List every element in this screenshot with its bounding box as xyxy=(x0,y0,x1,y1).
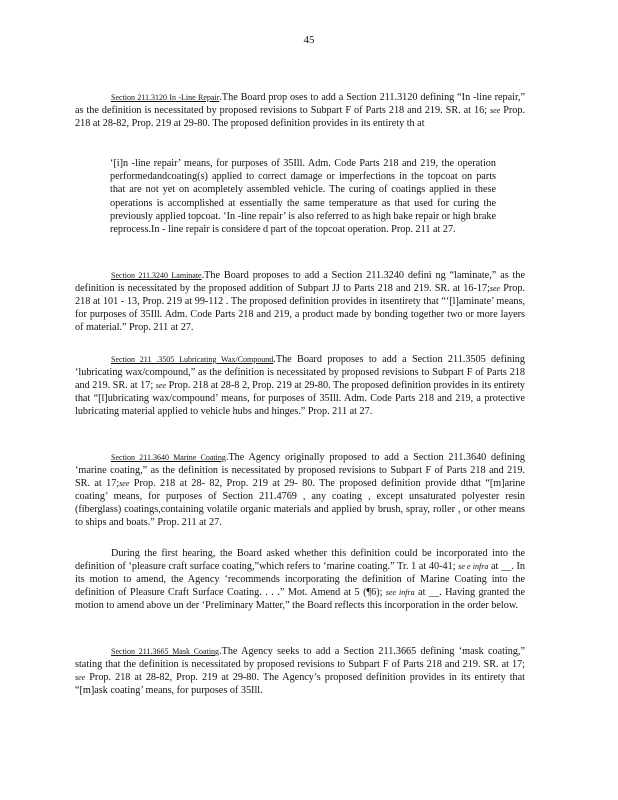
block-quote-in-line-repair: ‘[i]n -line repair’ means, for purposes of 35Ill. Adm. Code Parts 218 and 219, the operation performedandcoating(s) applied to correct damage or imperfections in the topcoat on parts that are not yet on acompletely assembled vehicle. The curing of coatings applied in these operations is accomplished at essentially the same temperature as that used for curing the previously applied topcoat. ‘In -line repair’ is also referred to as high bake repair or high brake reprocess.In - line repair is considere d part of the topcoat operation. Prop. 211 at 27. xyxy=(110,158,496,236)
citation-signal: see xyxy=(75,673,86,682)
citation-signal: se e infra xyxy=(458,562,489,571)
citation-signal: see infra xyxy=(385,588,415,597)
paragraph-text: Prop. 218 at 28-82, Prop. 219 at 29-80. The Agency’s proposed definition provides in its entirety that “[m]ask coating’ means, for purposes of 35Ill. xyxy=(75,672,525,696)
paragraph-in-line-repair xyxy=(75,91,525,130)
paragraph-text: Prop. 218 at 28- 82, Prop. 219 at 29- 80. The proposed definition provide dthat “[m]arine coating’ means, for purposes of Section 211.4769 , any coating , except unsaturated polyester resin (fiberglass) coatings,containing volatile organic materials and applied by brush, spray, roller , or other means to ships and boats.” Prop. 211 at 27. xyxy=(75,478,525,528)
section-heading: Section 211.3120 In -Line Repair xyxy=(111,93,220,102)
paragraph-laminate xyxy=(75,269,525,334)
section-heading: Section 211.3640 Marine Coating xyxy=(111,453,226,462)
paragraph-mask-coating xyxy=(75,645,525,697)
paragraph-text: During the first hearing, the Board asked whether this definition could be incorporated into the definition of ‘pleasure craft surface coating,”which refers to ‘marine coating.” Tr. 1 at 40-41; xyxy=(75,548,525,572)
paragraph-text: .The Agency originally proposed to add a Section 211.3640 defining ‘marine coating,” as the definition is necessitated by proposed revisions to Subpart F of Parts 218 and 219. SR. at 17; xyxy=(75,452,526,489)
citation-signal: see xyxy=(490,106,501,115)
paragraph-text: Prop. 218 at 28-82, Prop. 219 at 29-80. The proposed definition provides in its entirety th at xyxy=(75,105,525,129)
paragraph-text: .The Board prop oses to add a Section 211.3120 defining “In -line repair,” as the definition is necessitated by proposed revisions to Subpart F of Parts 218 and 219. SR. at 16; xyxy=(75,92,526,116)
paragraph-marine-coating xyxy=(75,451,525,529)
paragraph-text: Prop. 218 at 101 - 13, Prop. 219 at 99-112 . The proposed definition provides in itsentirety that “‘[l]aminate’ means, for purposes of 35Ill. Adm. Code Parts 218 and 219, a product made by bonding together two or more layers of material.” Prop. 211 at 27. xyxy=(75,283,525,333)
paragraph-first-hearing xyxy=(75,547,525,612)
paragraph-lubricating-wax xyxy=(75,353,525,418)
page-number: 45 xyxy=(303,34,315,46)
citation-signal: see xyxy=(119,479,130,488)
citation-signal: see xyxy=(489,284,501,293)
section-heading: Section 211.3665 Mask Coating xyxy=(111,647,220,656)
paragraph-text: .The Agency seeks to add a Section 211.3665 defining ‘mask coating,” stating that the definition is necessitated by proposed revisions to Subpart F of Parts 218 and 219. SR. at 17; xyxy=(75,646,526,670)
paragraph-text: at __. In its motion to amend, the Agency ‘recommends incorporating the definition of Marine Coating into the definition of Pleasure Craft Surface Coating. . . .” Mot. Amend at 5 (¶6); xyxy=(75,561,526,598)
section-heading: Section 211 .3505 Lubricating Wax/Compound xyxy=(111,355,274,364)
paragraph-text: at __. Having granted the motion to amend above un der ‘Preliminary Matter,” the Board reflects this incorporation in the order below. xyxy=(75,587,525,611)
citation-signal: see xyxy=(155,381,166,390)
paragraph-text: .The Board proposes to add a Section 211.3505 defining ‘lubricating wax/compound,” as the definition is necessitated by proposed revisions to Subpart F of Parts 218 and 219. SR. at 17; xyxy=(75,354,525,391)
paragraph-text: Prop. 218 at 28-8 2, Prop. 219 at 29-80. The proposed definition provides in its entirety that “[l]ubricating wax/compound’ means, for purposes of 35Ill. Adm. Code Parts 218 and 219, a protective lubricating material applied to vehicle hubs and hinges.” Prop. 211 at 27. xyxy=(75,380,525,417)
section-heading: Section 211.3240 Laminate xyxy=(111,271,202,280)
paragraph-text: .The Board proposes to add a Section 211.3240 defini ng “laminate,” as the definition is necessitated by the proposed addition of Subpart JJ to Parts 218 and 219. SR. at 16-17; xyxy=(75,270,526,294)
